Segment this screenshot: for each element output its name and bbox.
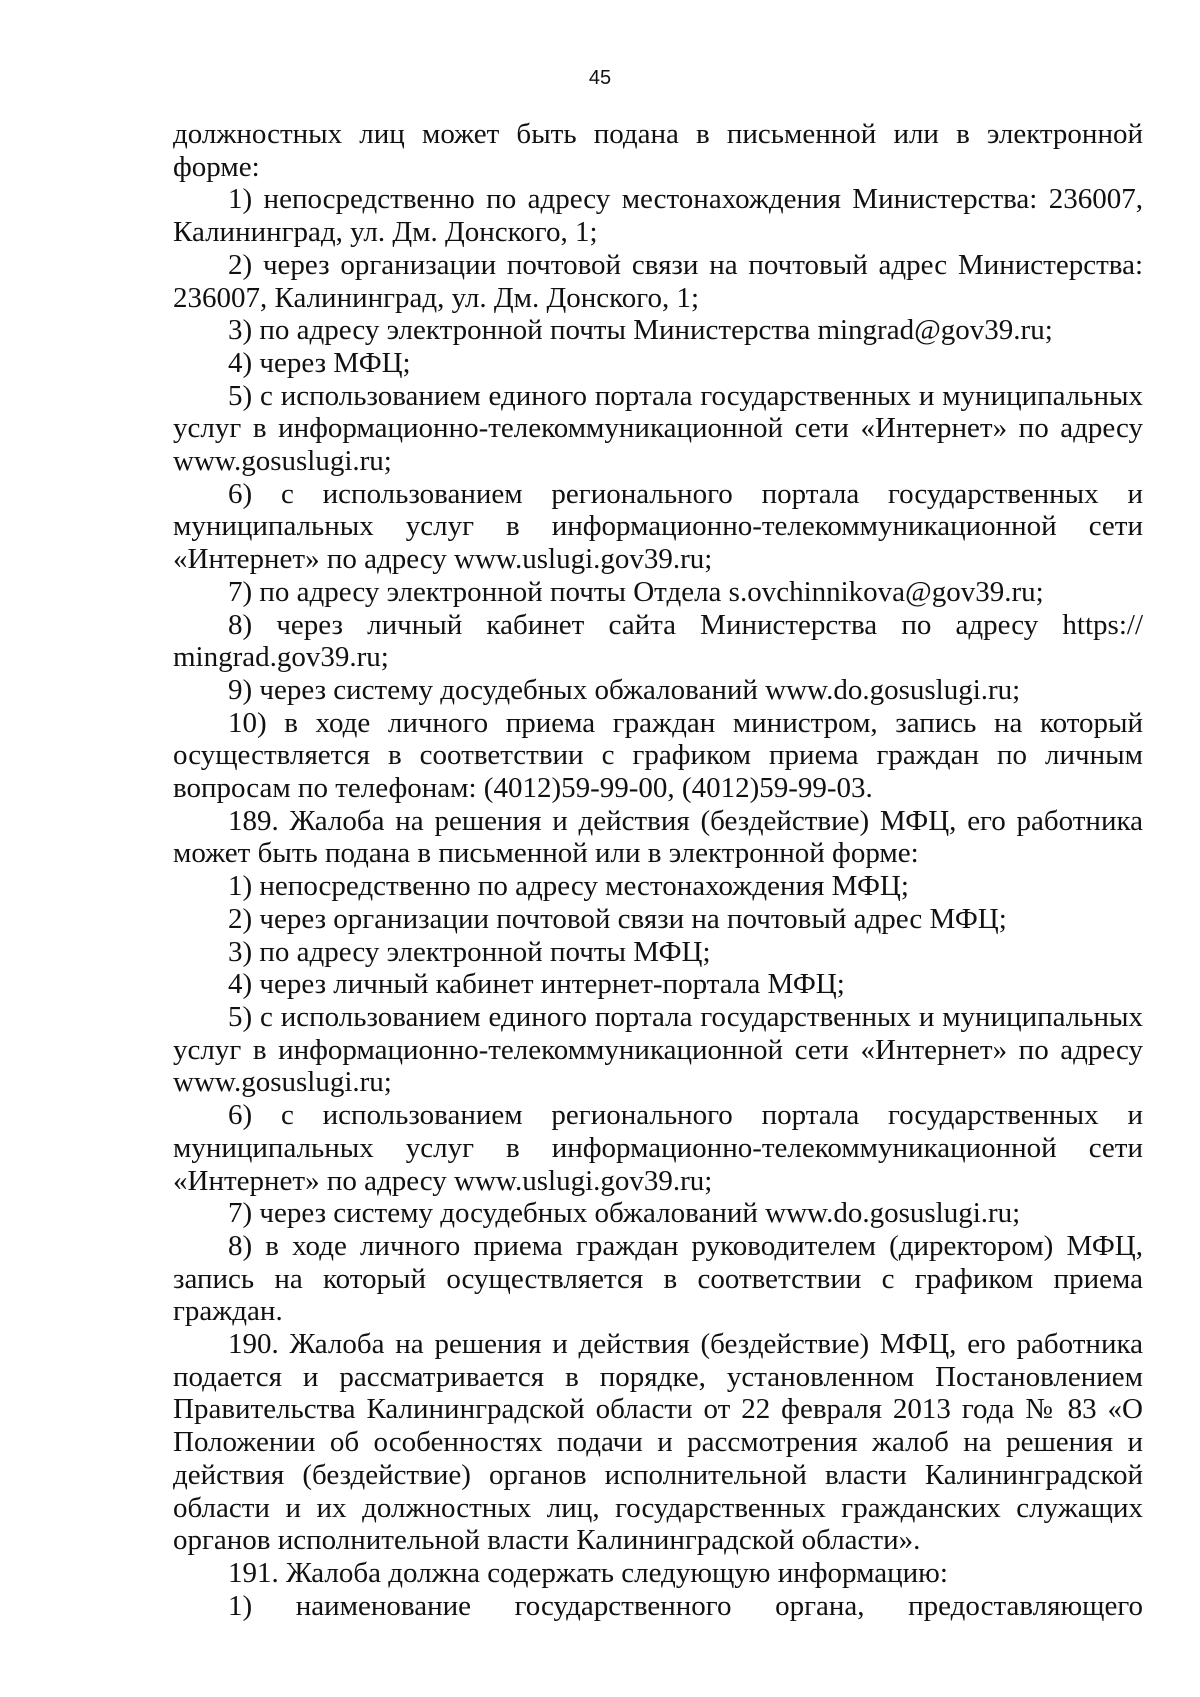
list-item-mfc-regional-portal: 6) с использованием регионального портала государственных и муниципальных услуг в информационно-телекоммуникационной сети «Интернет» по адресу www.uslugi.gov39.ru; xyxy=(173,1099,1143,1197)
list-item-agency-name: 1) наименование государственного органа, предоставляющего xyxy=(228,1589,1143,1622)
list-item-mfc-address: 1) непосредственно по адресу местонахождения МФЦ; xyxy=(228,870,909,903)
list-item-ministry-post: 2) через организации почтовой связи на почтовый адрес Министерства: 236007, Калининград, ул. Дм. Донского, 1; xyxy=(173,248,1143,314)
list-item-mfc-reception: 8) в ходе личного приема граждан руководителем (директором) МФЦ, запись на который осуществляется в соответствии с графиком приема граждан. xyxy=(173,1229,1143,1328)
list-item-personal-reception: 10) в ходе личного приема граждан министром, запись на который осуществляется в соответствии с графиком приема граждан по личным вопросам по телефонам: (4012)59-99-00, (4012)59-99-03. xyxy=(173,706,1143,805)
paragraph-189: 189. Жалоба на решения и действия (бездействие) МФЦ, его работника может быть подана в письменной или в электронной форме: xyxy=(173,804,1143,870)
paragraph-191: 191. Жалоба должна содержать следующую информацию: xyxy=(228,1556,948,1589)
list-item-gosuslugi: 5) с использованием единого портала государственных и муниципальных услуг в информационно-телекоммуникационной сети «Интернет» по адресу www.gosuslugi.ru; xyxy=(173,379,1143,478)
list-item-mfc-pretrial-system: 7) через систему досудебных обжалований www.do.gosuslugi.ru; xyxy=(228,1197,1021,1230)
paragraph-continuation: должностных лиц может быть подана в письменной или в электронной форме: xyxy=(173,118,1143,183)
list-item-ministry-address: 1) непосредственно по адресу местонахождения Министерства: 236007, Калининград, ул. Дм. Донского, 1; xyxy=(173,183,1143,249)
paragraph-190: 190. Жалоба на решения и действия (бездействие) МФЦ, его работника подается и рассматривается в порядке, установленном Постановлением Правительства Калининградской области от 22 февраля 2013 года № 83 «О Положении об особенностях подачи и рассмотрения жалоб на решения и действия (бездействие) органов исполнительной власти Калининградской области и их должностных лиц, государственных гражданских служащих органов исполнительной власти Калининградской области». xyxy=(173,1328,1143,1557)
list-item-ministry-email: 3) по адресу электронной почты Министерства mingrad@gov39.ru; xyxy=(228,314,1053,347)
page-number: 45 xyxy=(588,67,612,89)
list-item-regional-portal: 6) с использованием регионального портала государственных и муниципальных услуг в информационно-телекоммуникационной сети «Интернет» по адресу www.uslugi.gov39.ru; xyxy=(173,477,1143,576)
list-item-mfc: 4) через МФЦ; xyxy=(228,346,411,379)
list-item-department-email: 7) по адресу электронной почты Отдела s.ovchinnikova@gov39.ru; xyxy=(228,575,1044,608)
document-text xyxy=(173,118,1143,1622)
list-item-pretrial-system: 9) через систему досудебных обжалований www.do.gosuslugi.ru; xyxy=(228,673,1021,706)
list-item-mfc-gosuslugi: 5) с использованием единого портала государственных и муниципальных услуг в информационно-телекоммуникационной сети «Интернет» по адресу www.gosuslugi.ru; xyxy=(173,1000,1143,1099)
list-item-personal-cabinet: 8) через личный кабинет сайта Министерства по адресу https:// mingrad.gov39.ru; xyxy=(173,608,1143,674)
list-item-mfc-email: 3) по адресу электронной почты МФЦ; xyxy=(228,935,711,968)
list-item-mfc-post: 2) через организации почтовой связи на почтовый адрес МФЦ; xyxy=(228,902,1007,935)
list-item-mfc-cabinet: 4) через личный кабинет интернет-портала МФЦ; xyxy=(228,968,845,1001)
